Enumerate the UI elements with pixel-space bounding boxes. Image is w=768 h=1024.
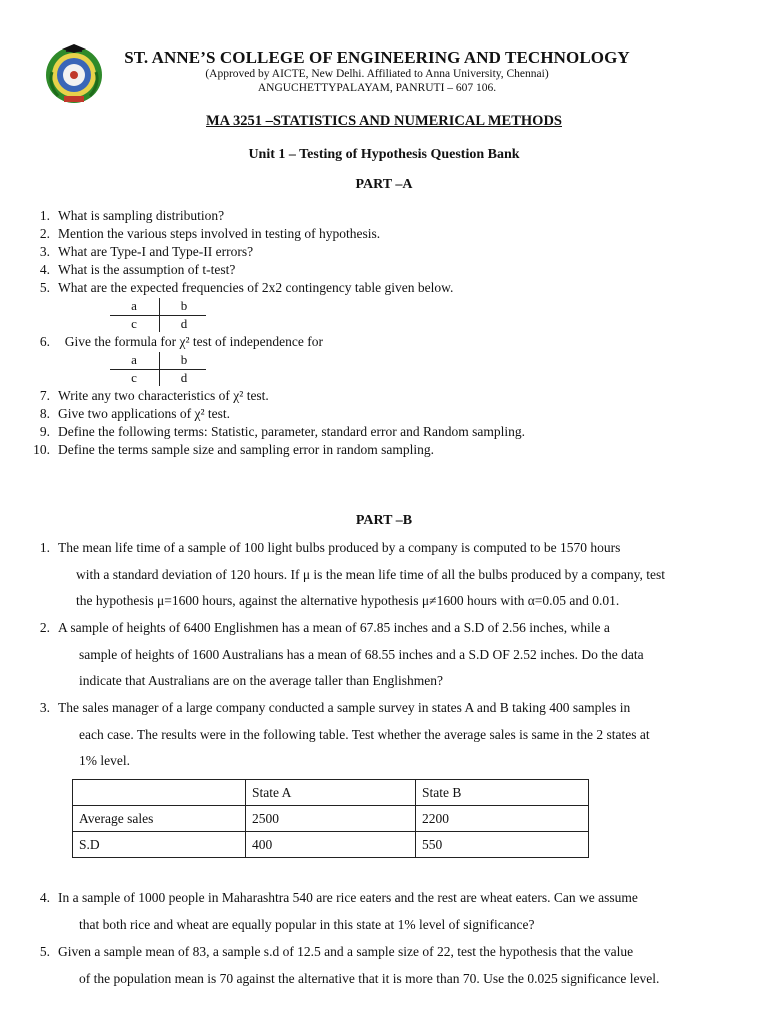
contingency-table bbox=[110, 298, 206, 332]
college-name: ST. ANNE’S COLLEGE OF ENGINEERING AND TECHNOLOGY bbox=[124, 48, 630, 67]
unit-title: Unit 1 – Testing of Hypothesis Question Bank bbox=[248, 147, 520, 162]
part-b-question-3: 3. The sales manager of a large company conducted a sample survey in states A and B taking 400 samples in each case. The results were in the following table. Test whether the average sales is same in the 2 states at 1% level. bbox=[39, 700, 650, 768]
part-a-question: 6. Give the formula for χ² test of independence for bbox=[39, 334, 323, 349]
table-cell: 400 bbox=[246, 832, 416, 858]
part-b-question-4: 4. In a sample of 1000 people in Maharashtra 540 are rice eaters and the rest are wheat eaters. Can we assume that both rice and wheat are equally popular in this state at 1% level of significance? bbox=[39, 890, 638, 932]
cell-d: d bbox=[180, 370, 188, 385]
part-a-question: 3. What are Type-I and Type-II errors? bbox=[39, 244, 254, 259]
contingency-table bbox=[110, 352, 206, 386]
part-a-heading: PART –A bbox=[355, 177, 413, 192]
cell-b: b bbox=[180, 298, 188, 313]
part-a-question: 1. What is sampling distribution? bbox=[39, 208, 225, 223]
part-a-question: 4. What is the assumption of t-test? bbox=[39, 262, 236, 277]
address-line: ANGUCHETTYPALAYAM, PANRUTI – 607 106. bbox=[257, 82, 497, 94]
chi-square-symbol: χ² bbox=[233, 388, 244, 403]
sales-table bbox=[72, 779, 589, 858]
table-header-row bbox=[73, 780, 589, 806]
approval-line: (Approved by AICTE, New Delhi. Affiliated to Anna University, Chennai) bbox=[205, 68, 549, 80]
cell-d: d bbox=[180, 316, 188, 331]
table-row bbox=[73, 806, 589, 832]
table-cell: 550 bbox=[416, 832, 589, 858]
part-b-question-2: 2. A sample of heights of 6400 Englishmen has a mean of 67.85 inches and a S.D of 2.56 inches, while a sample of heights of 1600 Australians has a mean of 68.55 inches and a S.D OF 2.52 inches. Do the data indicate that Australians are on the average taller than Englishmen? bbox=[39, 620, 644, 688]
table-cell: State B bbox=[416, 780, 589, 806]
cell-b: b bbox=[180, 352, 188, 367]
cell-a: a bbox=[131, 298, 137, 313]
part-a-question: 8. Give two applications of χ² test. bbox=[39, 406, 231, 421]
table-cell: Average sales bbox=[73, 806, 246, 832]
cell-c: c bbox=[131, 370, 137, 385]
part-a-question: 5. What are the expected frequencies of 2x2 contingency table given below. bbox=[39, 280, 454, 295]
college-logo-emblem bbox=[44, 44, 104, 106]
table-cell bbox=[73, 780, 246, 806]
part-b-question-1: 1. The mean life time of a sample of 100 light bulbs produced by a company is computed to be 1570 hours with a standard deviation of 120 hours. If μ is the mean life time of all the bulbs produced by a company, test the hypothesis μ=1600 hours, against the alternative hypothesis μ≠1600 hours with α=0.05 and 0.01. bbox=[39, 540, 665, 608]
part-b-heading: PART –B bbox=[355, 513, 413, 528]
part-a-question: 7. Write any two characteristics of χ² test. bbox=[39, 388, 269, 403]
part-a-question: 10. Define the terms sample size and sampling error in random sampling. bbox=[33, 442, 435, 457]
subject-title: MA 3251 –STATISTICS AND NUMERICAL METHODS bbox=[206, 113, 562, 129]
table-cell: 2200 bbox=[416, 806, 589, 832]
table-cell: 2500 bbox=[246, 806, 416, 832]
part-a-question: 9. Define the following terms: Statistic, parameter, standard error and Random sampling. bbox=[39, 424, 525, 439]
table-cell: S.D bbox=[73, 832, 246, 858]
chi-square-symbol: χ² bbox=[179, 334, 190, 349]
cell-c: c bbox=[131, 316, 137, 331]
part-a-question: 2. Mention the various steps involved in testing of hypothesis. bbox=[39, 226, 381, 241]
cell-a: a bbox=[131, 352, 137, 367]
part-b-question-5: 5. Given a sample mean of 83, a sample s.d of 12.5 and a sample size of 22, test the hypothesis that the value of the population mean is 70 against the alternative that it is more than 70. Use the 0.025 significance level. bbox=[39, 944, 660, 986]
table-row bbox=[73, 832, 589, 858]
chi-square-symbol: χ² bbox=[194, 406, 205, 421]
table-cell: State A bbox=[246, 780, 416, 806]
